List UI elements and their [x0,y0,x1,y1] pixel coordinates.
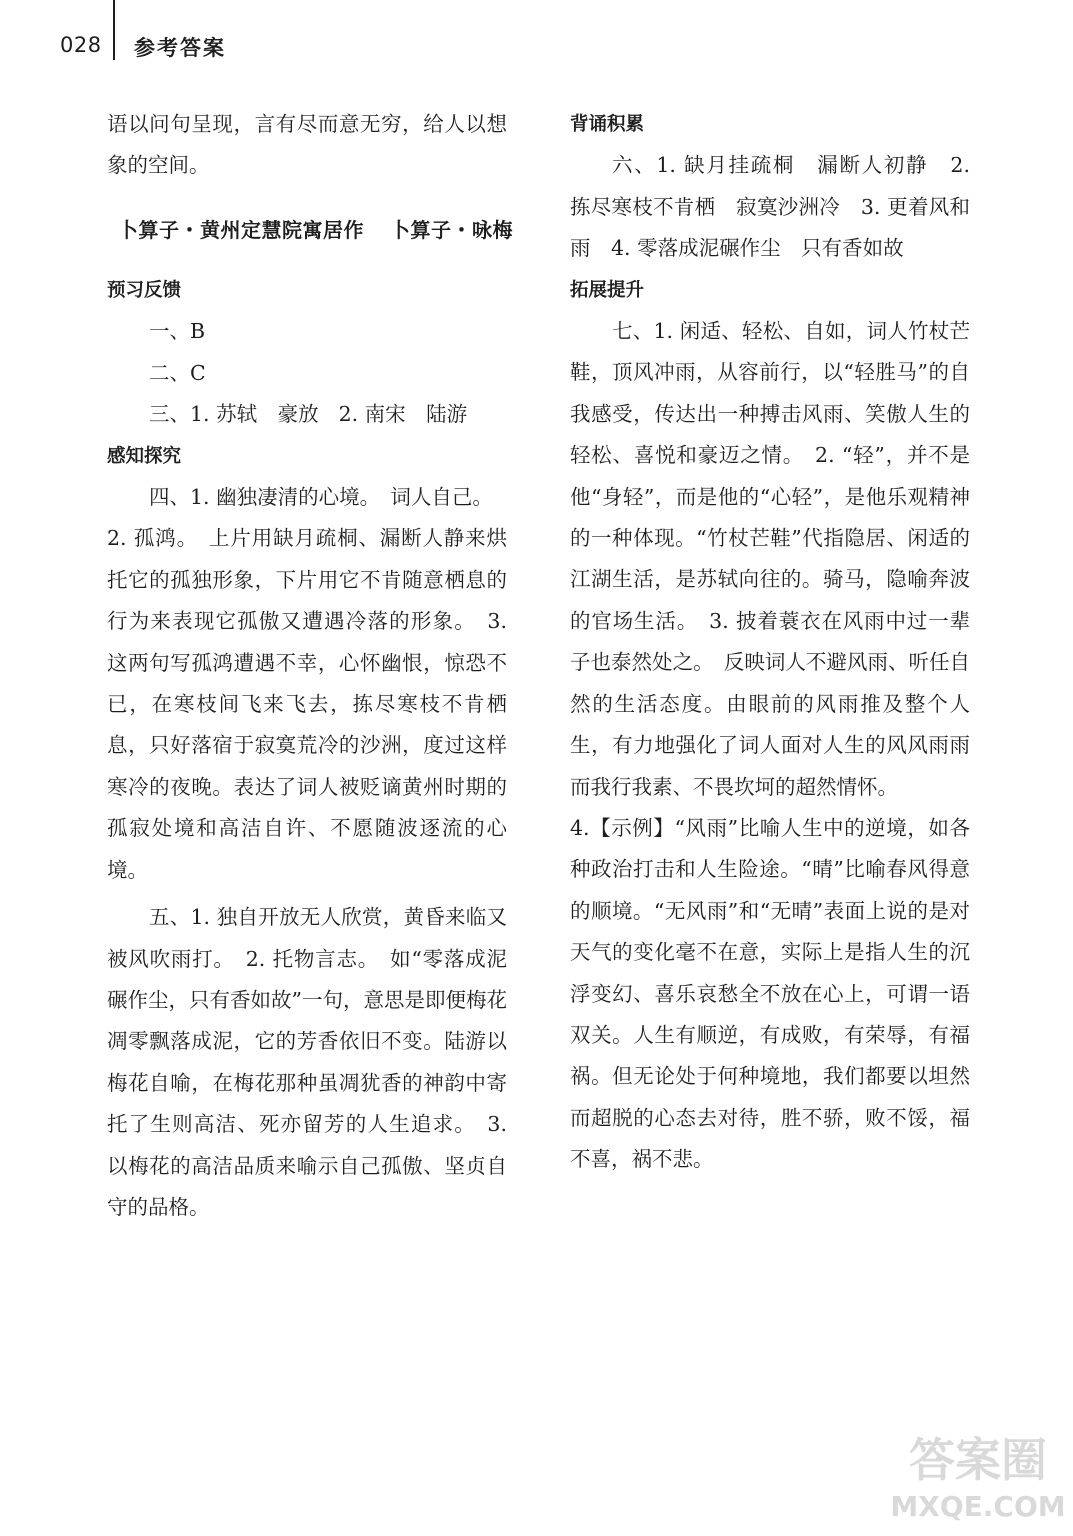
answer-2: 二、C [149,360,206,385]
right-column [570,104,970,1181]
lesson-title-b: 卜算子・咏梅 [390,218,513,242]
answer-7: 七、1. 闲适、轻松、自如，词人竹杖芒鞋，顶风冲雨，从容前行，以“轻胜马”的自我感受，传达出一种搏击风雨、笑傲人生的轻松、喜悦和豪迈之情。 2. “轻”，并不是他“身轻”，而是他的“心轻”，是他乐观精神的一种体现。“竹杖芒鞋”代指隐居、闲适的江湖生活，是苏轼向往的。骑马，隐喻奔波的官场生活。 3. 披着蓑衣在风雨中过一辈子也泰然处之。 反映词人不避风雨、听任自然的生活态度。由眼前的风雨推及整个人生，有力地强化了词人面对人生的风风雨雨而我行我素、不畏坎坷的超然情怀。 [570,319,970,799]
page-number: 028 [60,33,102,57]
header-divider [113,0,115,60]
answer-3 [107,394,507,435]
answer-3a: 三、1. 苏轼 豪放 [149,402,319,427]
lesson-title-a: 卜算子・黄州定慧院寓居作 [118,218,364,242]
watermark-text: 答案圈 [909,1433,1047,1487]
answer-4b: 2. 孤鸿。 上片用缺月疏桐、漏断人静来烘托它的孤独形象，下片用它不肯随意栖息的行为来表现它孤傲又遭遇冷落的形象。 3. 这两句写孤鸿遭遇不幸，心怀幽恨，惊恐不已，在寒枝间飞来飞去，拣尽寒枝不肯栖息，只好落宿于寂寞荒冷的沙洲，度过这样寒冷的夜晚。表达了词人被贬谪黄州时期的孤寂处境和高洁自许、不愿随波逐流的心境。 [107,526,507,882]
answer-3b: 2. 南宋 陆游 [338,402,468,427]
left-column-body [107,270,507,1228]
answer-1: 一、B [149,319,206,344]
answer-5: 五、1. 独自开放无人欣赏，黄昏来临又被风吹雨打。 2. 托物言志。 如“零落成泥碾作尘，只有香如故”一句，意思是即便梅花凋零飘落成泥，它的芳香依旧不变。陆游以梅花自喻，在梅花那种虽凋犹香的神韵中寄托了生则高洁、死亦留芳的人生追求。 3. 以梅花的高洁品质来喻示自己孤傲、坚贞自守的品格。 [107,905,507,1219]
intro-paragraph: 语以问句呈现，言有尽而意无穷，给人以想象的空间。 [107,112,507,178]
answer-4a: 四、1. 幽独凄清的心境。 词人自己。 [149,485,493,510]
heading-recite: 背诵积累 [570,114,645,135]
heading-preview: 预习反馈 [107,280,182,301]
page-header [0,0,1073,70]
heading-extend: 拓展提升 [570,279,645,301]
watermark-url: MXQE.COM [890,1490,1065,1523]
heading-explore: 感知探究 [107,445,182,467]
section-label: 参考答案 [134,36,226,60]
left-column [107,104,507,187]
watermark-logo [890,1418,1065,1528]
answer-6: 六、1. 缺月挂疏桐 漏断人初静 2. 拣尽寒枝不肯栖 寂寞沙洲冷 3. 更着风和雨 4. 零落成泥碾作尘 只有香如故 [570,153,970,261]
answer-7-4: 4.【示例】“风雨”比喻人生中的逆境，如各种政治打击和人生险途。“晴”比喻春风得意的顺境。“无风雨”和“无晴”表面上说的是对天气的变化毫不在意，实际上是指人生的沉浮变幻、喜乐哀愁全不放在心上，可谓一语双关。人生有顺逆，有成败，有荣辱，有福祸。但无论处于何种境地，我们都要以坦然而超脱的心态去对待，胜不骄，败不馁，福不喜，祸不悲。 [570,815,970,1172]
lesson-title [118,214,513,243]
